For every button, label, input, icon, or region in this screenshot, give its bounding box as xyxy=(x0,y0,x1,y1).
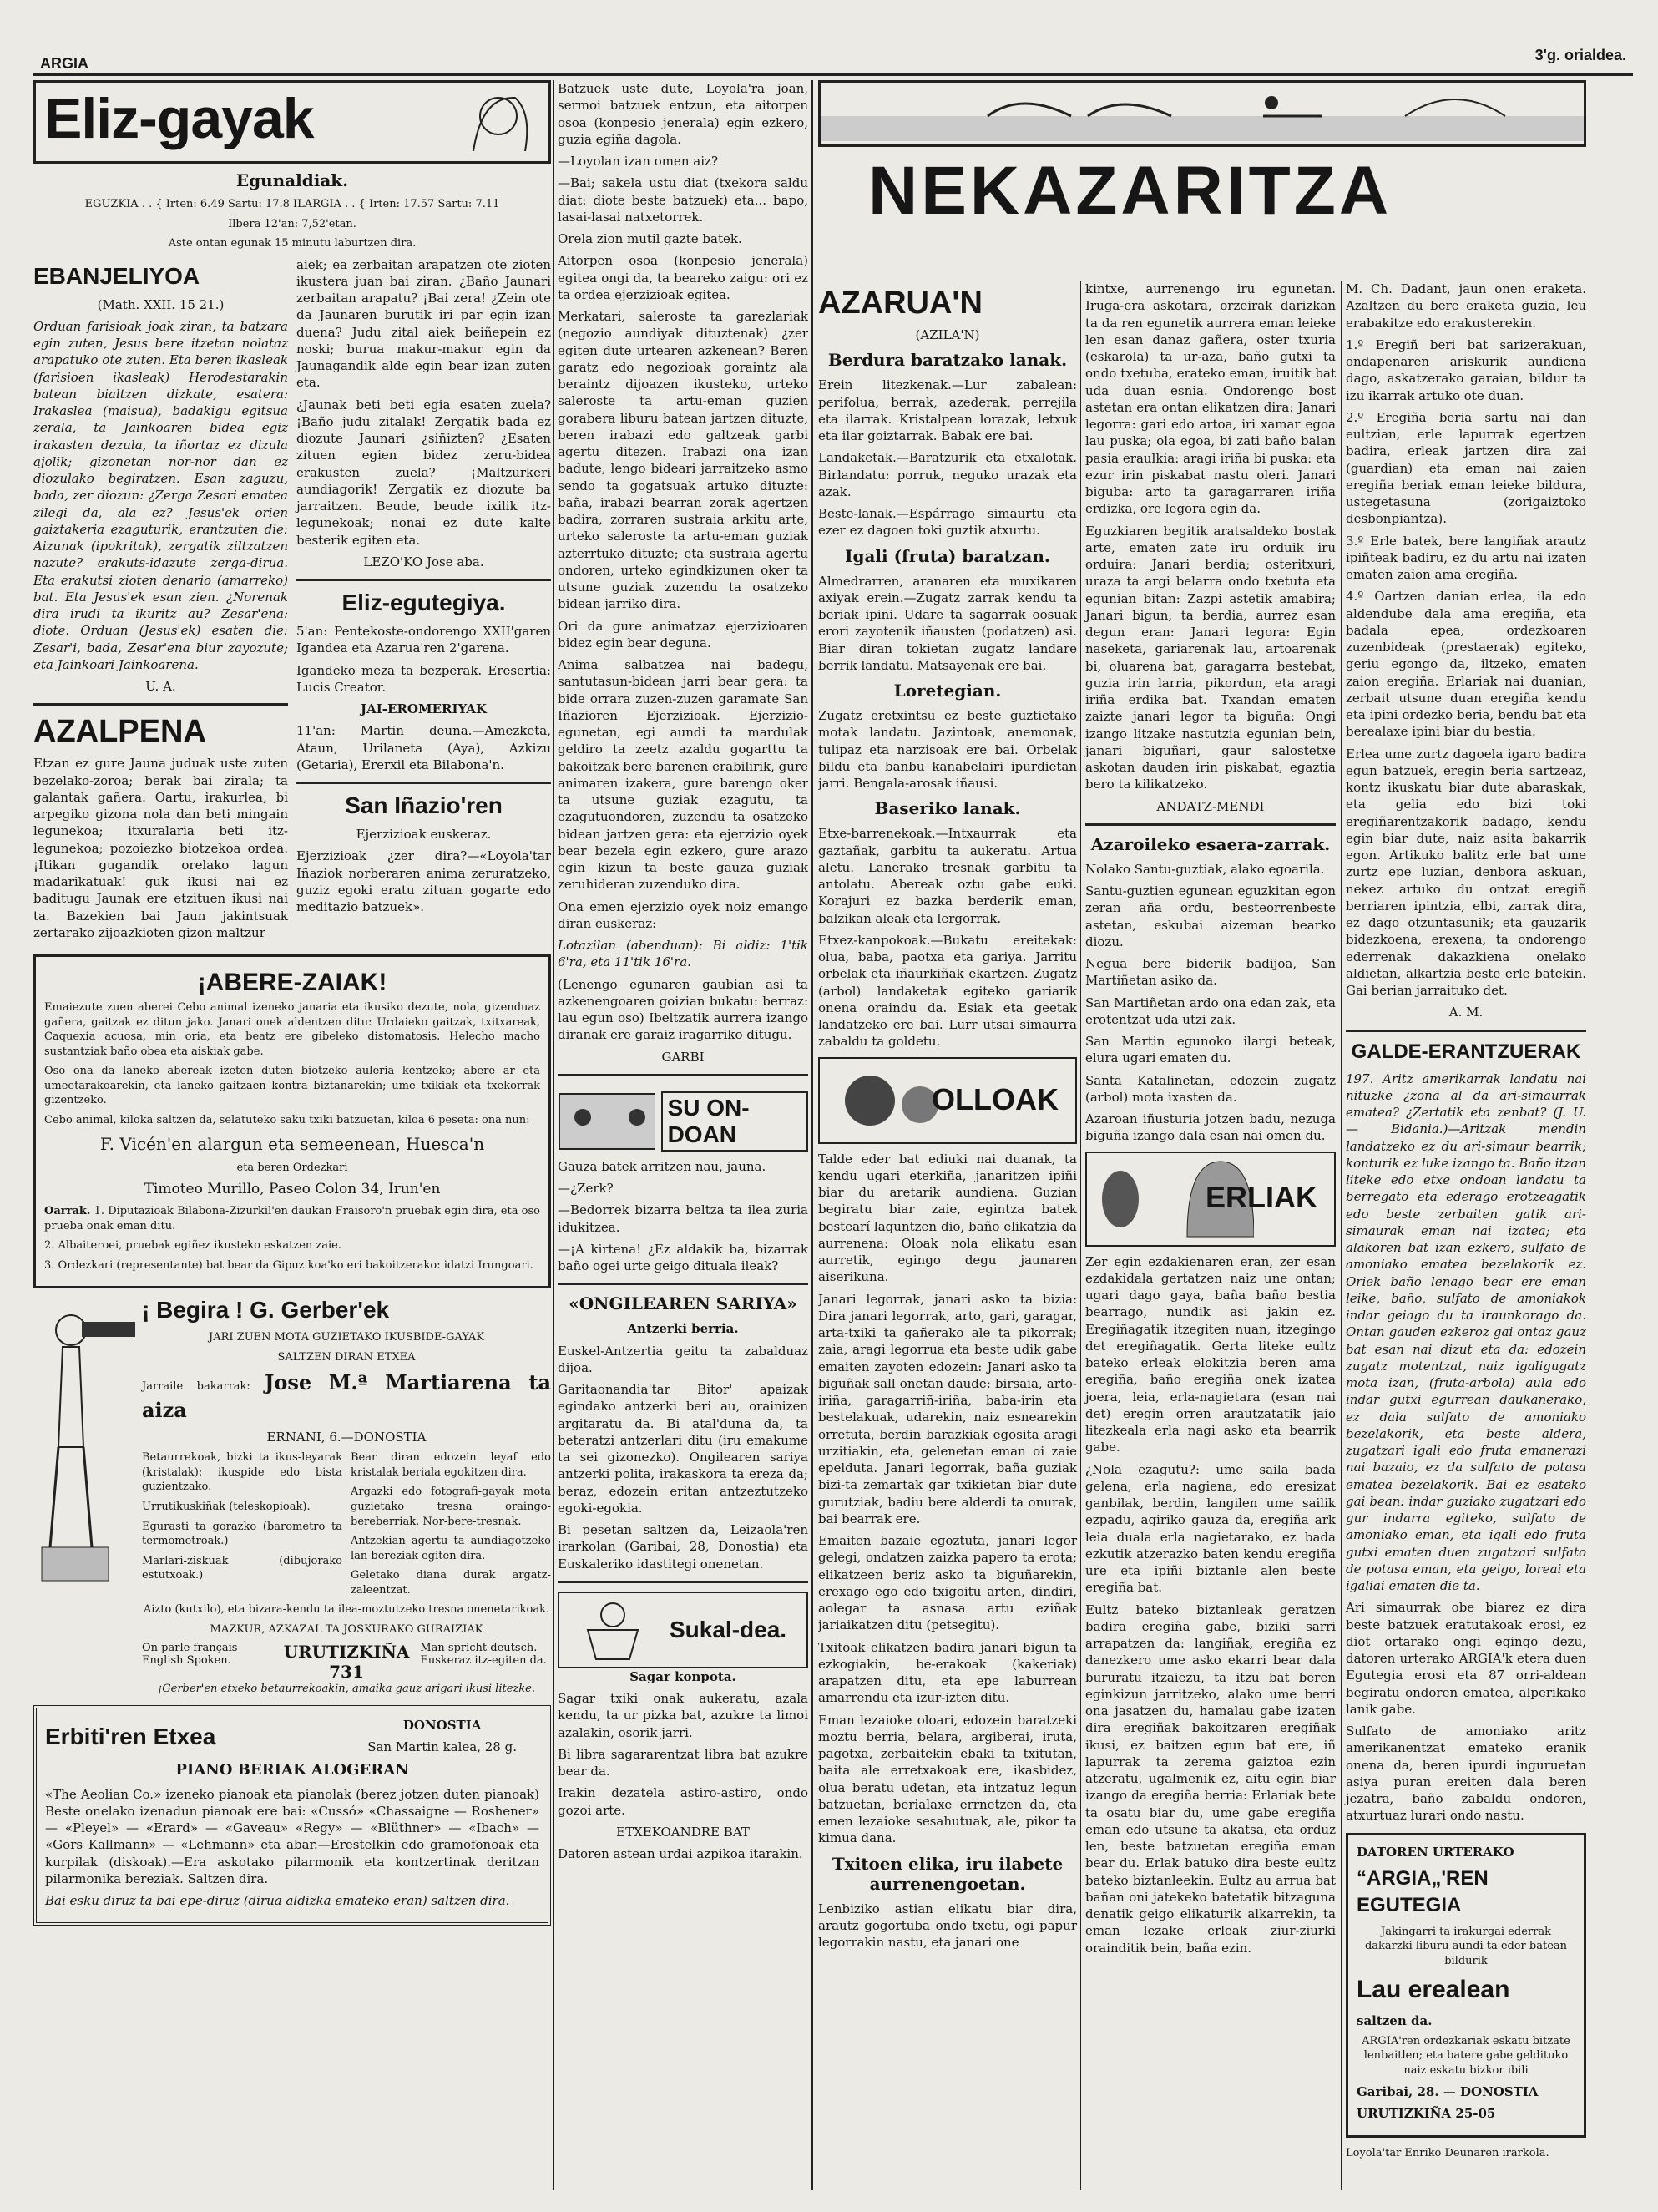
sanignazio-title: San Iñazio'ren xyxy=(345,792,503,819)
eliz-gayak-masthead xyxy=(33,80,551,164)
gerber-ad xyxy=(33,1297,551,1697)
gerber-item: Argazki edo fotografi-gayak mota guzietako tresna oraingo-bereberriak. Nor-bere-tresnak. xyxy=(351,1486,551,1528)
separator xyxy=(558,1581,808,1583)
ejerzizio-text: —Loyolan izan omen aiz? xyxy=(558,154,718,169)
ongilea-title: «ONGILEAREN SARIYA» xyxy=(569,1293,797,1314)
abere-note-label: Oarrak. xyxy=(44,1205,91,1217)
sanignazio-text: Ejerzizioak ¿zer dira?—«Loyola'tar Iñaziok norberaren anima zeruratzeko, guziz egoki eratu zituan gogarte edo meditazio batzuek». xyxy=(296,848,551,915)
olloak-text: Janari legorrak, janari asko ta bizia: Dira janari legorrak, arto, gari, garagar, arta-txiki ta gañerako ale ta pikorrak; zaia, aragi legorrua eta beste udik gabe emaiten zayoten edozein: Janari asko ta biguñak sall onetan daude: birsaia, arto-iriña, garagarriñ-iriña, baba-irin eta bestelakuak, udarekin, naiz esnearekin orretuta, berdin barazkiak egosita aragi urzitiakin, eta, gelenetan eman oi zaie epelduta. Janari legorrak, baña guziak bizi-ta zemartak gar txikietan biar dute gurutziak, badiu bere alderdi ta onurak, bai bearrak ere. xyxy=(818,1291,1077,1526)
egutegia-ad xyxy=(1346,1833,1586,2139)
suondoan-text: —¡A kirtena! ¿Ez aldakik ba, bizarrak baño ogei urte geigo dituala ileak? xyxy=(558,1241,808,1273)
jai-eromeriyak-title: JAI-EROMERIYAK xyxy=(361,701,487,717)
gerber-item: Antzekian agertu ta aundiagotzeko lan bereziak egiten dira. xyxy=(351,1535,551,1562)
gerber-item: Betaurrekoak, bizki ta ikus-leyarak (kristalak): ikuspide edo bista guzientzako. xyxy=(142,1451,342,1494)
header-right: 3'g. orialdea. xyxy=(1534,47,1626,63)
man-with-telescope-icon xyxy=(33,1297,138,1589)
suondoan-text: —¿Zerk? xyxy=(558,1181,614,1196)
gerber-city: ERNANI, 6.—DONOSTIA xyxy=(266,1430,427,1445)
sukaldea-title: Sukal-dea. xyxy=(670,1616,787,1643)
erliak-cont: 1.º Eregiñ beri bat sarizerakuan, ondapenaren ariskurik aundiena dago, askatzerako garaian, bildur ta izu ikarrak artuko ote duan. xyxy=(1346,337,1586,403)
abere-zaiak-title: ¡ABERE-ZAIAK! xyxy=(197,969,387,997)
abere-rep-label: eta beren Ordezkari xyxy=(236,1161,348,1174)
abere-zaiak-ad xyxy=(33,954,551,1288)
egunaldiak-line: Aste ontan egunak 15 minutu laburtzen dira. xyxy=(168,237,417,251)
header-rule xyxy=(33,73,1633,76)
erbiti-foot: Bai esku diruz ta bai epe-diruz (dirua aldizka emateko eran) saltzen dira. xyxy=(45,1893,510,1909)
gerber-sub1: JARI ZUEN MOTA GUZIETAKO IKUSBIDE-GAYAK xyxy=(209,1331,484,1344)
erliak-title: ERLIAK xyxy=(1206,1179,1317,1214)
azarua-text: Landaketak.—Baratzurik eta etxalotak. Birlandatu: porruk, neguko urazak eta azak. xyxy=(818,450,1077,499)
azarua-text: Zugatz eretxintsu ez beste guztietako motak landatu. Jazintoak, anemonak, tulipaz eta narzisoak ere bai. Orbelak bildu eta banbu kanabelairi ipurdietan jarri. Bengala-arosak iñausi. xyxy=(818,708,1077,791)
gerber-name-line xyxy=(142,1369,551,1424)
gerber-title: ¡ Begira ! G. Gerber'ek xyxy=(142,1297,390,1324)
erliak-cont: Erlea ume zurtz dagoela igaro badira egun batzuek, eregin beria sartzeaz, kontz ikuskatu biar dute abaraskak, eta gelia edo bizi toki eregiñarentzakorik badago, kendu egin biar dute, naiz asita bakarrik egon. Artikuko balitz erle bat ume zurtz epe luzian, denbora askuan, nekez artuko du ontzat eregiñ berriaren ipintzia, elbi, zarrak dira, ez dago otzuntasunik; eta gauzarik bidezkoena, erexena, ta ondorengo ederrenak dakazkiena onelako aldietan, alkartzia beste erle batekin. Gai berian jarraituko det. xyxy=(1346,746,1586,998)
ejerzizio-text: Anima salbatzea nai badegu, santutasun-bidean jarri bear gera: ta bide orrara zuzen-zuzen garamate San Iñazioren Ejerzizioak. Ejerzizio-egunetan, egi aundi ta mardulak geldiro ta zeetz azaldu gogarttu ta bakoitzak bere barenen erabilirik, gure animaren izakera, gure barengo oker ta utsune guziak ezagutu, ta ezagutuondoren, zuzendu ta osatzeko bidean jartzen gera: eta ejerzizio oyek bear bezela egin ezkero, gure arazo egin kizun ta beste gauza guziak zeruhideran zuzenduko dira. xyxy=(558,657,808,893)
column-1 xyxy=(33,80,551,2190)
sanignazio-sub: Ejerzizioak euskeraz. xyxy=(356,827,492,843)
txito-title: Txitoen elika, iru ilabete aurrenengoetan. xyxy=(832,1853,1064,1894)
esaera: Santa Katalinetan, edozein zugatz (arbol) mota ixasten da. xyxy=(1085,1072,1336,1105)
gerber-item: Urrutikuskiñak (teleskopioak). xyxy=(142,1500,311,1513)
sukaldea-header xyxy=(558,1592,808,1668)
esaera: San Martin egunoko ilargi beteak, elura ugari ematen du. xyxy=(1085,1034,1336,1066)
column-rule xyxy=(811,80,813,2190)
abere-text: Cebo animal, kiloka saltzen da, selatuteko saku txiki batzuetan, kiloa 6 peseta: ona nun: xyxy=(44,1113,530,1126)
column-3 xyxy=(818,80,1586,2190)
gerber-foot: ¡Gerber'en etxeko betaurrekoakin, amaika gauz arigari ikusi litezke. xyxy=(158,1683,535,1696)
erliak-cont: 3.º Erle batek, bere langiñak arautz ipiñteak badiru, ez du artu nai izaten ematen zaion ama eregiña. xyxy=(1346,533,1586,582)
column-3b xyxy=(1085,281,1336,1961)
fireplace-people-icon xyxy=(558,1092,655,1151)
olloak-text: Txitoak elikatzen badira janari bigun ta ezkogiakin, be-erakoak (kakeriak) arapatzen ditu, eta epe laburrean amarrendu eta izur-izten ditu. xyxy=(818,1639,1077,1706)
sukaldea-sub: Sagar konpota. xyxy=(629,1668,736,1684)
azalpena-title: AZALPENA xyxy=(33,714,206,750)
galde-text: Sulfato de amoniako aritz amerikanentzat emateko eranik onena da, beren ipurdi inguruetan asiya puran ereiten dala beren jezatra, baño zabaldu ondoren, atxurtuaz lurari ondo nastu. xyxy=(1346,1724,1586,1824)
egutegiya-meza: Igandeko meza ta bezperak. Eresertia: Lucis Creator. xyxy=(296,662,551,695)
esaera: Azaroan iñusturia jotzen badu, nezuga biguña izango dala esan nai omen du. xyxy=(1085,1111,1336,1144)
gerber-lang-row xyxy=(142,1642,551,1682)
ebanjeliyoa-text-b: aiek; ea zerbaitan arapatzen ote zioten ikustera juan bai ziran. ¿Baño Jaunari zerbaitan arapatu? ¡Bai zera! ¿Zein ote da Jaunaren burutik iri par egin izan duena? Judu zital aiek beiñepein ez noski; burua makur-makur egin da Jaunagandik alde egin bear izan zuten eta. xyxy=(296,256,551,391)
gerber-jarraile: Jarraile bakarrak: xyxy=(142,1380,250,1394)
ejerzizio-text: Batzuek uste dute, Loyola'ra joan, sermoi batzuek entzun, eta aitorpen osoa (konpesio jenerala) egin ezkero, guzia egiña dagola. xyxy=(558,81,808,147)
erbiti-ad xyxy=(33,1705,551,1926)
abere-firm: F. Vicén'en alargun eta semeenean, Huesca'n xyxy=(99,1133,485,1154)
ongilea-sub: Antzerki berria. xyxy=(627,1321,739,1337)
ebanjeliyoa-signature: U. A. xyxy=(145,679,176,695)
ebanjeliyoa-signature-b: LEZO'KO Jose aba. xyxy=(363,554,484,569)
egutegia-t2: “ARGIA„'REN EGUTEGIA xyxy=(1357,1866,1489,1917)
ebanjeliyoa-text: Orduan farisioak joak ziran, ta batzara egin zuten, Jesus bere itzetan nolataz arapatuko ote zuten. Eta beren ikasleak (farisioen ikasleak) Herodestarakin batean bialtzen dizkate, esatera: Irakaslea (maisua), badakigu egitsua zerala, ta Jainkoaren bidea egiz irakasten dezula, ta iñortaz ez dizula ajolik; gizonetan nor-nor dan ez diozulako begiratzen. Esan zaguzu, bada, zer diozun: ¿Zerga Zesari ematea zilegi da, ala ez? Jesus'ek orien gaiztakeria ezaguturik, erantzuten die: Aizunak (ipokritak), zergatik ziltzatzen nazute? erakuts-idazute zerga-dirua. Eta erakutsi zioten denario (amarreko) bat. Eta Jesus'ek esan zien. ¿Norenak dira irudi ta ikuritz au? Zesar'ena: diote. Orduan (Jesus'ek) esaten die: Zesar'i, bada, Zesar'ena biur zayozute; eta Jainkoari Jainkoarena. xyxy=(33,318,288,672)
olloak-title: OLLOAK xyxy=(932,1081,1059,1116)
loretegia-title: Loretegian. xyxy=(893,681,1002,701)
separator xyxy=(296,782,551,784)
txito-signature: ANDATZ-MENDI xyxy=(1156,798,1265,814)
erbiti-title: Erbiti'ren Etxea xyxy=(45,1723,216,1749)
erbiti-head xyxy=(45,1717,539,1761)
ebanjeliyoa-title: EBANJELIYOA xyxy=(33,262,200,289)
abere-note-1: 1. Diputazioak Bilabona-Zizurkil'en daukan Fraisoro'n pruebak egin dira, eta oso prueba onak eman ditu. xyxy=(44,1205,540,1233)
gerber-phone: URUTIZKIÑA 731 xyxy=(283,1642,410,1683)
erbiti-sub: PIANO BERIAK ALOGERAN xyxy=(175,1761,409,1779)
erliak-text: Eultz bateko biztanleak geratzen badira eregiña gabe, biziki sarri arrapatzen da: langiñak, eregiña ez danezkero ume asko ekarri bear dala bururatu itzaiezu, ta itzu bat beren eginkizun jarritzeko, alako ume berri ona jasatzen du, hamalau gabe izaten dira eregiñak bakoitzaren eregiñak ikusi, ez baitzen egun bat ere, iñ lapurrak ta zerema gaiztoa ezin atzeratu, ugalmenik ez, aitu egin biar izango da eregiña berria: Erlariak bete ta osatu biar du, ume gabe eregiña eman edo utsune ta akatsa, eta orduz len, beste batzuetan eregiña eman bear du. Erlak batuko dira beste eultz bateko biztanleekin. Eultz au arrua bat bañan oni jatekeko batetatik bitzaguna denatik geigo elikaturik alkarrekin, ta eman lezake erleak ziur-ziurki orainditik bein, baña ezin. xyxy=(1085,1602,1336,1956)
erbiti-addr-block xyxy=(345,1717,539,1761)
azarua-text: Etxe-barrenekoak.—Intxaurrak eta gaztañak, garbitu ta aukeratu. Artua aletu. Lanerako tresnak garbitu ta antolatu. Abereak oztu gabe euki. Korajuri ez bazka berderik eman, balzikan aleak eta lergorrak. xyxy=(818,826,1077,926)
masthead-title: Eliz-gayak xyxy=(44,87,314,150)
ongilea-text: Euskel-Antzertia geitu ta zabalduaz dijoa. xyxy=(558,1343,808,1375)
sukaldea-text: Bi libra sagararentzat libra bat azukre bear da. xyxy=(558,1746,808,1779)
gerber-item: Bear diran edozein leyaf edo kristalak beriala egokitzen dira. xyxy=(351,1451,551,1479)
olloak-header xyxy=(818,1057,1077,1144)
egutegia-t6: ARGIA'ren ordezkariak eskatu bitzate lenbaitlen; eta batere gabe geldituko naiz eskatu bizkor ibili xyxy=(1362,2034,1570,2078)
suondoan-text: —Bedorrek bizarra beltza ta ilea zuria idukitzea. xyxy=(558,1202,808,1235)
egutegia-t4: Lau erealean xyxy=(1357,1976,1510,2004)
column-2 xyxy=(558,80,808,2190)
erliak-signature: A. M. xyxy=(1448,1005,1484,1020)
erliak-text: ¿Nola ezagutu?: ume saila bada gelena, erla nagiena, edo eresizat ganbilak, berdin, langilen ume sailik ezpadu, agiriko gauza da, eregiña ark leia duala erla nagietarako, ez bada ezkutik atzerazko baten kendu eregiña ure eta ipiñi biztanle alen beste eregiña bat. xyxy=(1085,1461,1336,1596)
egutegia-t7: Garibai, 28. — DONOSTIA xyxy=(1357,2083,1539,2099)
egutegia-t5: saltzen da. xyxy=(1357,2012,1433,2028)
ejerzizio-text: (Lenengo egunaren gaubian asi ta azkenengoaren goizian bukatu: berraz: lau egun oso) Ibeltzatik aurrera izango diranak ere garaiz iragarriko ditugu. xyxy=(558,976,808,1043)
ejerzizio-text: Ona emen ejerzizio oyek noiz emango diran euskeraz: xyxy=(558,898,808,931)
baserri-title: Baseriko lanak. xyxy=(874,798,1021,819)
gerber-item: Marlari-ziskuak (dibujorako estutxoak.) xyxy=(142,1554,342,1582)
gerber-line2: MAZKUR, AZKAZAL TA JOSKURAKO GURAIZIAK xyxy=(210,1622,483,1636)
erliak-header xyxy=(1085,1152,1336,1247)
gerber-items-right xyxy=(351,1450,551,1602)
galde-text: Ari simaurrak obe biarez ez dira beste batzuek eratutakoak erosi, ez diot ortarako ongi egingo dezu, datoren urterako ARGIA'k etera duen Egutegia erosi eta 87 orri-aldean begiratu ondoren ematea, alperikako lanik gabe. xyxy=(1346,1600,1586,1717)
gerber-name: Jose M.ª Martiarena ta aiza xyxy=(142,1370,551,1422)
olloak-text: Talde eder bat ediuki nai duanak, ta kendu ugari eterkiña, janaritzen ipiñi biar du aretarik aundiena. Guzian begiratu biar zaie, egintza batek bestearí laguntzen dio, baño elikatzia da aurrenena: Oloak nola elikatu esan aurretik, egingo degu jaunaren aiserikuna. xyxy=(818,1151,1077,1285)
azarua-sub: (AZILA'N) xyxy=(915,327,980,342)
egunaldiak-line: Ilbera 12'an: 7,52'etan. xyxy=(228,217,356,230)
column-3a xyxy=(818,281,1077,1956)
suondoan-title: SU ON-DOAN xyxy=(661,1091,808,1152)
farming-banner xyxy=(818,80,1586,147)
olloak-text: Emaiten bazaie egoztuta, janari legor gelegi, ondatzen zaizka papero ta erota; elikatzeen beriz asko ta biguñarekin, erexago ego edo txigoitu arten, dindiri, aolegar ta asnasa artu eziñak jariaikatzen ditu (petsegitu). xyxy=(818,1533,1077,1633)
woman-illustration-icon xyxy=(448,88,540,151)
gerber-line1: Aizto (kutxilo), eta bizara-kendu ta ilea-moztutzeko tresna onenetarikoak. xyxy=(143,1603,550,1617)
column-3c xyxy=(1346,281,1586,2166)
ongilea-text: Bi pesetan saltzen da, Leizaola'ren irarkolan (Garibai, 28, Donostia) eta Euskaleriko idastitegi onenetan. xyxy=(558,1522,808,1572)
gerber-sub2: SALTZEN DIRAN ETXEA xyxy=(277,1350,416,1364)
gerber-lang-left: On parle français English Spoken. xyxy=(142,1642,238,1668)
azarua-text: Etxez-kanpokoak.—Bukatu ereitekak: olua, baba, paotxa eta gariya. Jarritu orbelak eta iñaurkiñak ekartzen. Zugatz (arbol) landaketak egiteko gariarik onena oraindu da. Esiak eta geetak landatzeko ere bai. Lurr utsai simaurra zabaldu ta goldetu. xyxy=(818,932,1077,1050)
berdura-title: Berdura baratzako lanak. xyxy=(827,350,1068,371)
sukaldea-text: Sagar txiki onak aukeratu, azala kendu, ta ur pizka bat, azukre ta limoi azalakin, osorik jarri. xyxy=(558,1691,808,1740)
ejerzizio-text: Merkatari, saleroste ta garezlariak (negozio aundiyak dituztenak) ¿zer egiten dute urtearen azkenean? Beren garatz edo negozioak goraintz ala beraintz dijoazen ikusteko, urteko saleroste ta artu-eman guzien gorabera liburu batean jartzen dituzte, beren irabazi edo galtzeak garbi agertu ditezen. Irabazi ona izan badute, lengo bideari jarraitzeko asmo sendo ta gogatsuak artuko dituzte: baña, irabazi bearran zorak agertzen badira, zorraren sustraia arkitu arte, urteko saleroste ta artu-eman guziak azterrtuko dituzte; eta sustraia agertu ondoren, urteko egindkizunen oker ta utsune guziak zuzendu ta osatzeko bidean jarriko dira. xyxy=(558,309,808,612)
ongilea-text: Garitaonandia'tar Bitor' apaizak egindako antzerki beri au, orainizen argitaratu da. Bi atal'duna da, ta beteratzi antzerlari ditu (iru emakume ta sei gizonezko). Ongilearen sariya antzerki polita, irakaskora ta ereza da; beraz, edozein eritan antzeztutzeko egoki-egokia. xyxy=(558,1382,808,1516)
suondoan-header xyxy=(558,1085,808,1158)
suondoan-text: Gauza batek arritzen nau, jauna. xyxy=(558,1158,766,1174)
egunaldiak-line: EGUZKIA . . { Irten: 6.49 Sartu: 17.8 ILARGIA . . { Irten: 17.57 Sartu: 7.11 xyxy=(84,198,500,210)
column-rule xyxy=(1341,281,1342,2190)
gerber-item: Geletako diana durak argatz-zaleentzat. xyxy=(351,1569,551,1597)
igali-title: Igali (fruta) baratzan. xyxy=(845,545,1050,566)
separator xyxy=(1085,823,1336,826)
gerber-items-left xyxy=(142,1450,342,1602)
azarua-title: AZARUA'N xyxy=(818,286,983,321)
azaroileko-title: Azaroileko esaera-zarrak. xyxy=(1090,833,1331,854)
ebanjeliyoa-text-c: ¿Jaunak beti beti egia esaten zuela? ¡Baño judu zitalak! Zergatik bada ez diozute Jaunari ¿siñizten? ¿Esaten zituen egien bidez zeru-bidea erakusten zuela? ¡Maltzurkeri aundiagorik! Zergatik ez diozute ba jarraitzen. Beude, beude ixilik itz-legunekoak; nonai ez dute kalte besterik egiten eta. xyxy=(296,397,551,548)
column-rule xyxy=(1080,281,1081,2190)
printer-foot: Loyola'tar Enriko Deunaren irarkola. xyxy=(1346,2147,1549,2160)
sukaldea-text: Datoren astean urdai azpikoa itarakin. xyxy=(558,1846,803,1861)
galde-text: 197. Aritz amerikarrak landatu nai nituzke ¿zona al da ari-simaurrak ematea? ¿Zertatik eta zenbat? (J. U. — Bidania.)—Aritzak mendin landatzeko ez du ari-simaur bearrik; konturik ez luke izango ta. Baño itzan liteke edo etxe ondoan landatu ta berregato eta ederago erotzeagatik edo beste zerbaiten gatik ari-simaurak eman nai izatea; eta alakoren bat izan ezkero, sulfato de amoniako ematea bezelakorik ez. Oriek baño lenago bear ere eman leike, baño, sulfato de amoniakok indar geiago du ta iraunkorago da. Ontan gauden ezkeroz gai ontaz gauz bat esan nai dizut eta da: edozein zugatz motentzat, naiz igaligugatz mota izan, (fruta-arbola) aula edo indar gutxi egurrean daukanerako, ez dala sulfato de amoniako bezelakorik, eta beste aldera, zugatzari igali edo fruta emanerazi nai bazaio, ez da sulfato de potasa ematea bezelakorik. Bai ez esateko gai bean: indar guziako zugatzari edo gur indarra egiteko, sulfato de amoniako eman, eta igali edo fruta gutxi ematen duen zugatzari sulfato de potasa eman, eta geigo, loreai eta igaliai ematen die ta. xyxy=(1346,1071,1586,1593)
olloak-text: Eman lezaioke oloari, edozein baratzeki moztu berria, belara, argiberai, iruta, pagotxa, zerbaitekin ebaki ta txitutan, baita ale erretxakoak ere, ikasbidez, olua beratu udetan, eta intzatuz legun batzuetan, berialaxe errnetzen da, eta emen lezaioke sesahutuak, ale, pikor ta kimua dana. xyxy=(818,1712,1077,1846)
ejerzizio-signature: GARBI xyxy=(661,1049,705,1065)
nekazaritza-title: NEKAZARITZA xyxy=(868,153,1393,229)
erliak-cont: M. Ch. Dadant, jaun onen eraketa. Azaltzen du bere eraketa guzia, leu erabakitze edo erakusterekin. xyxy=(1346,281,1586,331)
gerber-lang-right: Man spricht deutsch. Euskeraz itz-egiten da. xyxy=(420,1642,547,1668)
erbiti-text: «The Aeolian Co.» izeneko pianoak eta pianolak (berez jotzen duten pianoak) Beste onelako izenadun pianoak ere bai: «Cussó» «Chassaigne — Roshener» — «Pleyel» — «Erard» — «Gaveau» «Regy» — «Blüthner» — «Ibach» — «Gors Kallmann» — «Lehmann» eta abar.—Erestelkin edo gramofonoak eta kurpilak (diskoak).—Era askotako pilarmonik eta kontzertinak deritzan pilarmonika bereziak. Saltzen dira. xyxy=(45,1786,539,1886)
abere-rep: Timoteo Murillo, Paseo Colon 34, Irun'en xyxy=(144,1181,441,1198)
gerber-items xyxy=(142,1450,551,1602)
gerber-item: Egurasti ta gorazko (barometro ta termometroak.) xyxy=(142,1520,342,1548)
egutegiya-text: 5'an: Pentekoste-ondorengo XXII'garen Igandea eta Azarua'ren 2'garena. xyxy=(296,624,551,656)
sukaldea-text: Irakin dezatela astiro-astiro, ondo gozoi arte. xyxy=(558,1785,808,1818)
ebanjeliyoa-ref: (Math. XXII. 15 21.) xyxy=(97,296,225,312)
header-left: ARGIA xyxy=(40,55,88,72)
azalpena-text: Etzan ez gure Jauna juduak uste zuten bezelako-zoroa; berak bai zirala; ta galantak gañera. Oartu, irakurlea, bi arpegiko gizona nola dan beti mingain legunekoa; itxuralaria beti itz-legunekoa; pozoiezko biotzekoa ordea. ¡Itikan gugandik orelako lagun madarikatuak! guk ikusi nai ez baditugu Jaunak ere etzituen ikusi nai ta. Bazekien bai Jaun jakintsuak zertarako zijoazkioten gizon maltzur xyxy=(33,756,288,940)
jai-eromeriyak-text: 11'an: Martin deuna.—Amezketa, Ataun, Urilaneta (Aya), Azkizu (Getaria), Ererxil eta Bilabona'n. xyxy=(296,723,551,772)
erliak-text: Zer egin ezdakienaren eran, zer esan ezdakidala gertatzen naiz une ontan; ugari dago gaya, baña baño bestia bearrago, nundik asi jakin ez. Eregiñagatik itzegiten nuan, itzegingo det eregiñagatik. Gerta liteke eultz bateko erleak elokitzia beren ama eregiña, baño eregiña onek izatea joera, leia, erla-nagietara (esan nai det) eregin orren arautzatatik jaio litezkeala erla nagi asko eta bearrik gabe. xyxy=(1085,1253,1336,1455)
separator xyxy=(558,1283,808,1285)
separator xyxy=(33,703,288,706)
txito-text: kintxe, aurrenengo iru egunetan. Iruga-era askotara, orzeirak darizkan ta da ren egunetik aurrera eman leieke len esan danaz gañera, oster txuria (eskarola) ta ur-aza, baño gutxi ta ondo txetuba, erateko eman, iruitik bat uda duan esnia. Ondorengo bost astetan era ontan elikatzen dira: Janari legorra: gari edo artoa, iri xamar egoa lau puska; ola egoa, bi zati baño balan pasia eraulkia: aragi iriña bi puska: eta ezur irin piskabat nastu oleri. Janari bigubа: arto ta garagarraren iriña erdizka, ore legora egin da. xyxy=(1085,281,1336,517)
erbiti-addr: San Martin kalea, 28 g. xyxy=(367,1739,517,1755)
sukaldea-signature: ETXEKOANDRE BAT xyxy=(616,1824,750,1840)
ejerzizio-text: Ori da gure animatzaz ejerzizioaren bidez egin bear deguna. xyxy=(558,618,808,650)
ejerzizio-text: Lotazilan (abenduan): Bi aldiz: 1'tik 6'ra, eta 11'tik 16'ra. xyxy=(558,938,808,970)
olloak-text: Lenbiziko astian elikatu biar dira, arautz gogortuba ondo txetu, ogi papur legorrakin nastu, eta janari one xyxy=(818,1901,1077,1950)
esaera: Nolako Santu-guztiak, alako egoarila. xyxy=(1085,861,1325,877)
erliak-cont: 2.º Eregiña beria sartu nai dan eultzian, erle lapurrak egertzen badira, erleak jartzen dira zai (guardian) eta eman nai zaien eregiña beriak eman leieke bildura, ustegetasuna (zorigaiztoko desbonpiantza). xyxy=(1346,409,1586,527)
separator xyxy=(558,1074,808,1076)
page-header xyxy=(0,0,1658,75)
esaera: Negua bere biderik badijoa, San Martiñetan asiko da. xyxy=(1085,956,1336,989)
abere-note xyxy=(44,1204,540,1233)
ejerzizio-text: Aitorpen osoa (konpesio jenerala) egitea ongi da, ta beareko zaigu: ori ez ta ordea ejerzizioak egitea. xyxy=(558,253,808,302)
esaera: San Martiñetan ardo ona edan zak, eta erotentzat uda utzi zak. xyxy=(1085,995,1336,1027)
esaera: Santu-guztien egunean eguzkitan egon zeran aña ordu, besteorrenbeste astetan, eskubai aizeman bearko diozu. xyxy=(1085,883,1336,949)
abere-note-3: 3. Ordezkari (representante) bat bear da Gipuz koa'ko eri bakoitzerako: idatzi Irungoari. xyxy=(44,1258,533,1272)
separator xyxy=(296,579,551,581)
cook-illustration-icon xyxy=(563,1597,663,1663)
separator xyxy=(1346,1030,1586,1032)
azarua-text: Almedrarren, aranaren eta muxikaren axiyak erein.—Zugatz zarrak kendu ta beriak ipini. Udare ta sagarrak oosuak erori zayotenik iñausten (podatzen) asi. Biar diran tokietan zugatz landare berrik landatu. Matsayenak ere bai. xyxy=(818,573,1077,673)
azarua-text: Beste-lanak.—Espárrago simaurtu eta ezer ez dagoen toki guztik atxurtu. xyxy=(818,506,1077,539)
abere-text: Oso ona da laneko abereak izeten duten biotzeko auleria kentzeko; abere ar eta umeetarakoarekin, eta laneko gaitzaen kontra biztanarekin; ume txikiak eta txekorrak gizentzeko. xyxy=(44,1065,540,1107)
egutegia-t8: URUTIZKIÑA 25-05 xyxy=(1357,2105,1496,2121)
abere-note-2: 2. Albaiteroei, pruebak egiñez ikusteko eskatzen zaie. xyxy=(44,1239,341,1253)
erliak-cont: 4.º Oartzen danian erlea, ila edo aldendube dala ama eregiña, eta badala epea, ordezkoaren zuzenbideak (prestaerak) egiteko, geriu egongo da, iltzeko, ematen zaion eregiña. Erlariak nai duanian, zerbait utsune duan eregiña kendu eta ipini ordezko beria, bendu bat eta berealaxe ipini biar du bestia. xyxy=(1346,589,1586,740)
erbiti-city: DONOSTIA xyxy=(402,1717,482,1733)
abere-text: Emaiezute zuen aberei Cebo animal izeneko janaria eta ikusiko dezute, nola, gizenduaz gañera, gaitzak ez ditun jako. Janari onek aldentzen ditu: Urdaieko gaitzak, txitxareak, Caquexia acuosa, min oria, eta beatz ere gibeleko distomatosis. Helecho macho sustantziak baño obea eta aiskiak gabe. xyxy=(44,1001,540,1058)
galde-title: GALDE-ERANTZUERAK xyxy=(1351,1040,1581,1063)
egutegiya-title: Eliz-egutegiya. xyxy=(341,590,506,616)
ejerzizio-text: Orela zion mutil gazte batek. xyxy=(558,231,742,246)
txito-text: Eguzkiaren begitik aratsaldeko bostak arte, ematen zate iru orduik iru orduira: Janari berdia; osteritxuri, uraza ta argi belarra ondo txetuta eta egunian bitan: Zazpi astetik amabira; Janari bigun, ta berdia, aurrez esan degun eran: Janari legora: Egin naseketa, gariarenak lau, artoarenak bi, oluarena bat, garagarra bestebat, guzia irin larria, pikordun, eta aragi iriña erdika bat. Txandan ematen zaizte janari legor ta biguña: Ongi izango litzake nastutzia egunian bein, janari biguñari, gaur salostetxe askotan dauden irin piskabat, egaztia bero ta kilikatzeko. xyxy=(1085,523,1336,792)
azarua-text: Erein litezkenak.—Lur zabalean: perifolua, berrak, azederak, perrejila eta ilarrak. Kristalpean lorazak, letxuk eta ilar goiztarrak. Babak ere bai. xyxy=(818,377,1077,443)
egutegia-t3: Jakingarri ta irakurgai ederrak dakarzki liburu aundi ta eder batean bildurik xyxy=(1364,1925,1568,1967)
egutegia-t1: DATOREN URTERAKO xyxy=(1357,1844,1514,1860)
egunaldiak-title: Egunaldiak. xyxy=(235,170,349,190)
column-rule xyxy=(553,80,554,2190)
plowing-scene-icon xyxy=(821,83,1584,141)
ejerzizio-text: —Bai; sakela ustu diat (txekora saldu diat: diote beste batzuek) eta... bapo, lasai-lasai natxetorrek. xyxy=(558,175,808,225)
